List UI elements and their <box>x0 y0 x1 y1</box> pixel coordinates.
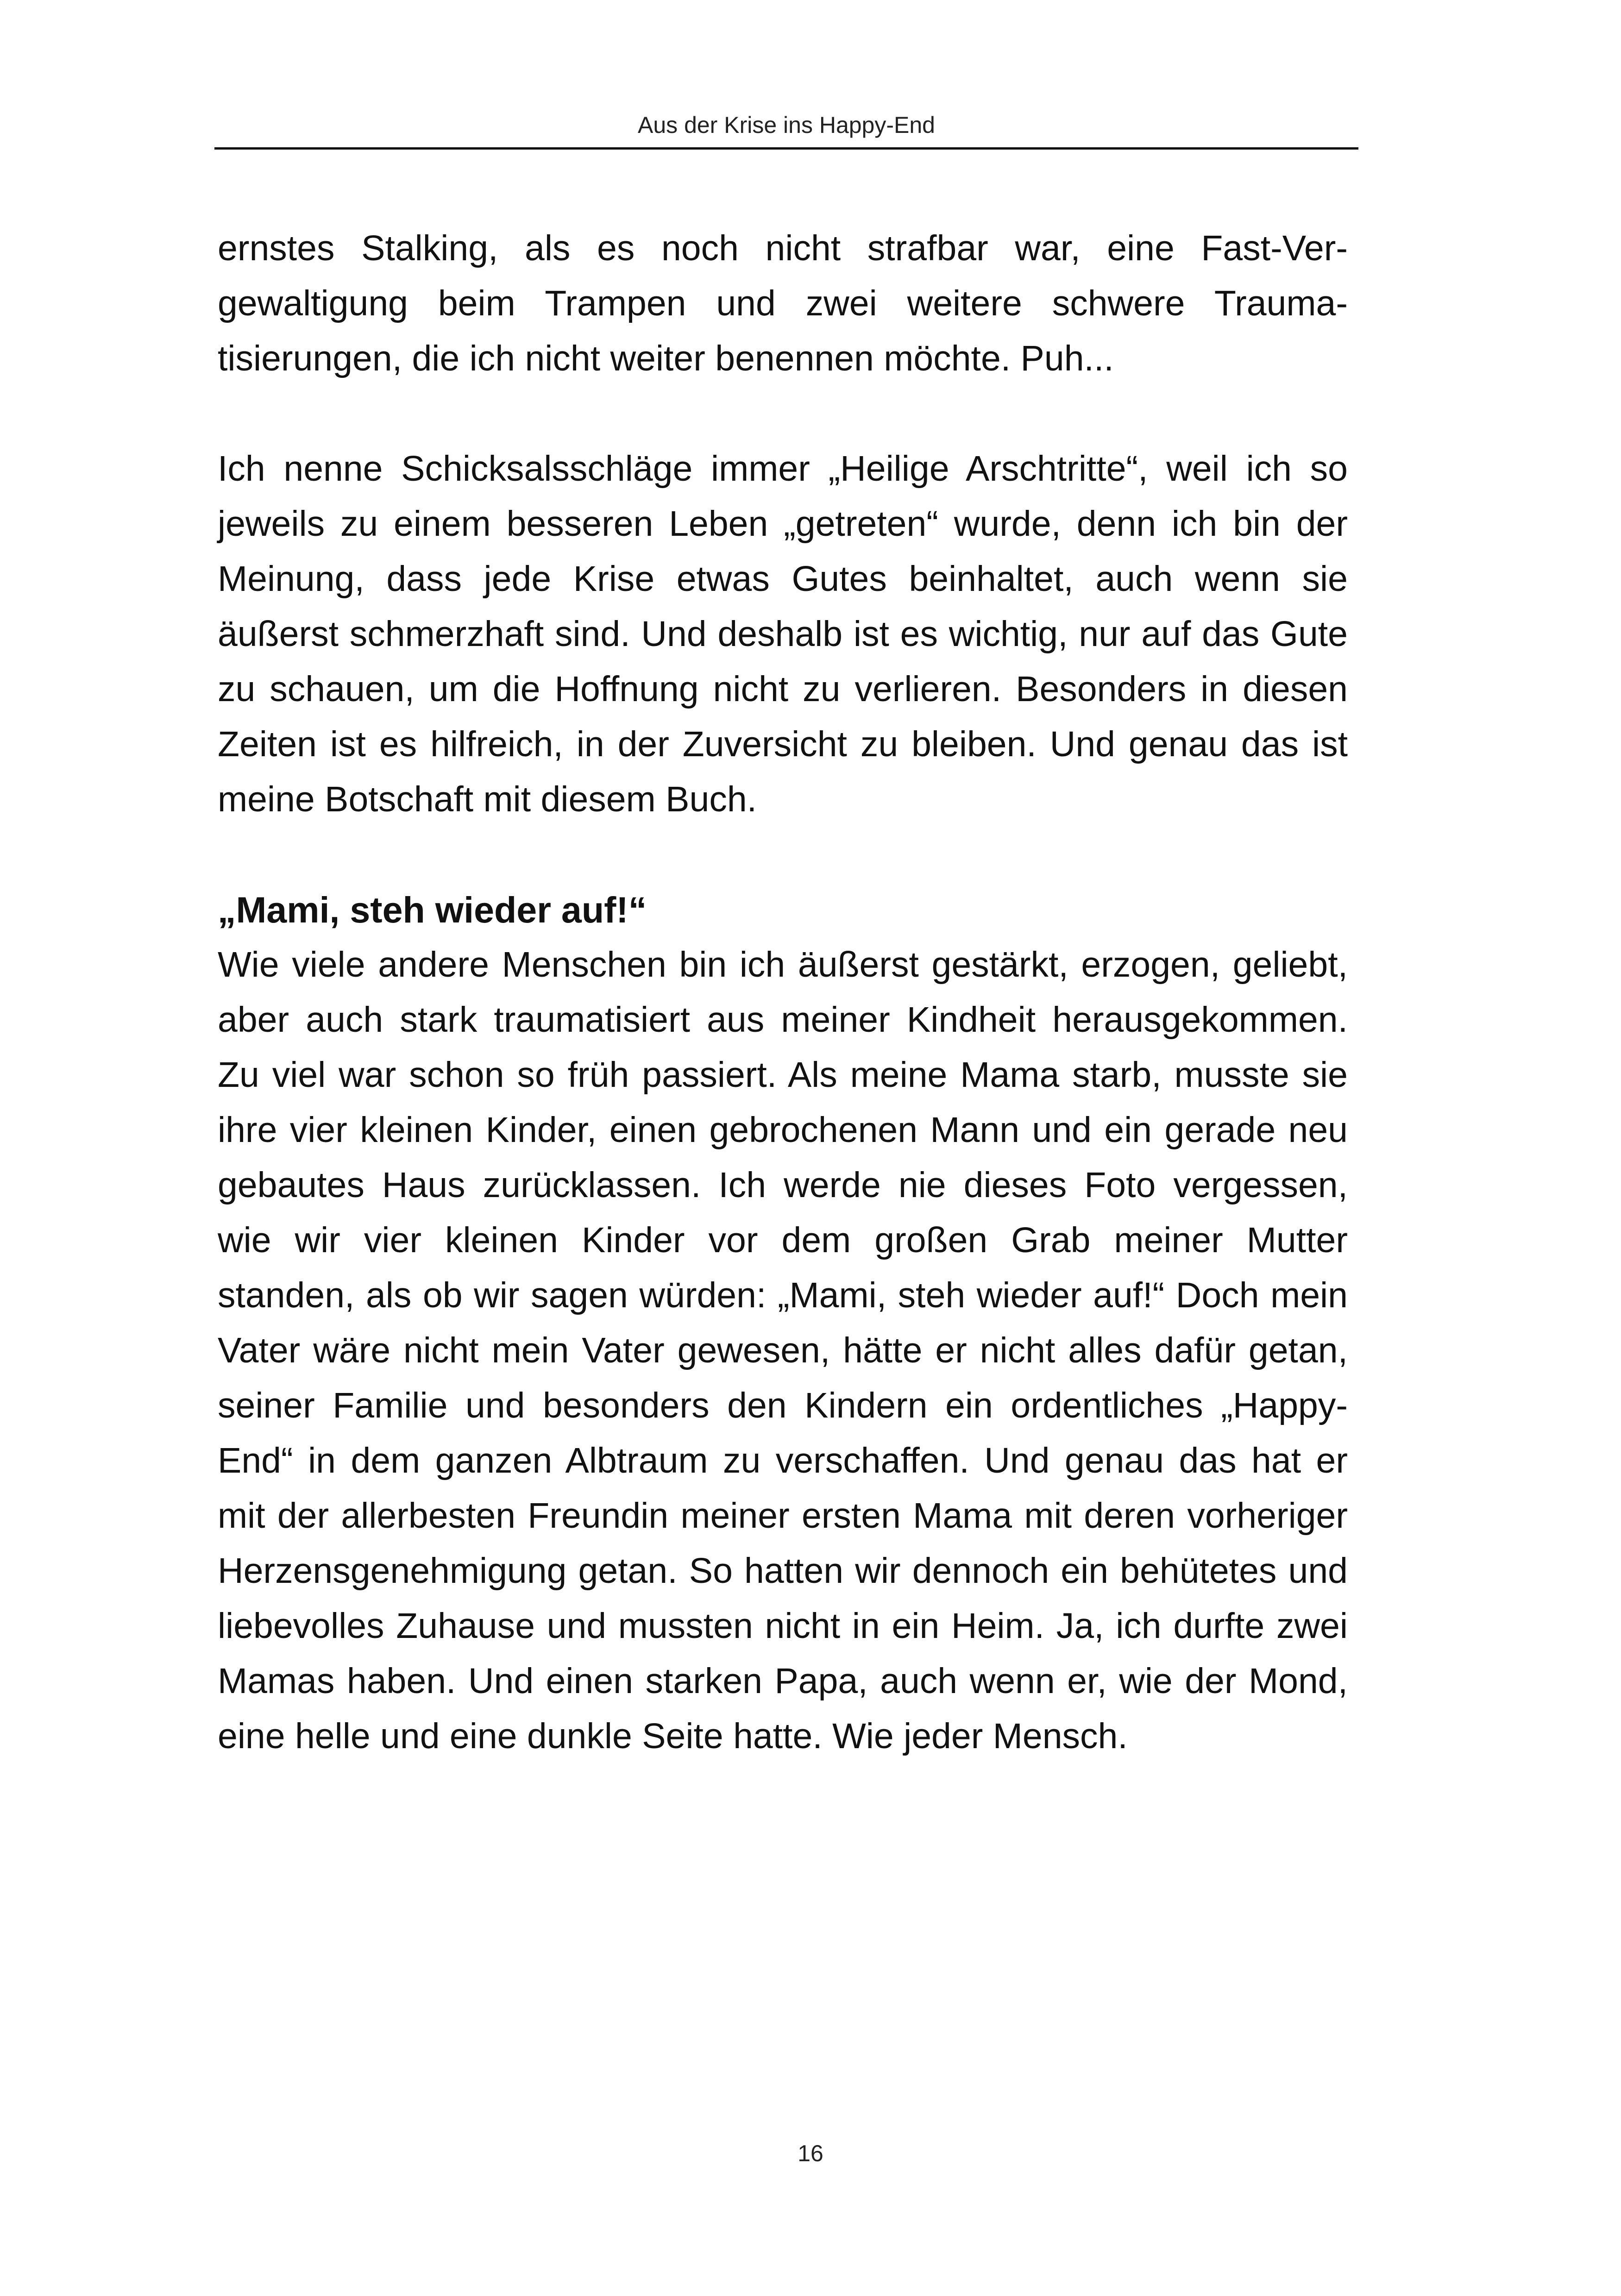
page-body <box>218 221 1348 1764</box>
paragraph-kindheit: Wie viele andere Menschen bin ich äußerst gestärkt, erzogen, geliebt, aber auch stark traumatisiert aus meiner Kindheit herausgekommen. Zu viel war schon so früh passiert. Als meine Mama starb, musste sie ihre vier kleinen Kinder, einen gebrochenen Mann und ein gerade neu gebautes Haus zurücklassen. Ich werde nie dieses Foto vergessen, wie wir vier kleinen Kinder vor dem großen Grab meiner Mutter standen, als ob wir sagen würden: „Mami, steh wieder auf!“ Doch mein Vater wäre nicht mein Vater gewesen, hätte er nicht alles dafür getan, seiner Familie und besonders den Kindern ein ordentliches „Happy-End“ in dem ganzen Albtraum zu verschaffen. Und genau das hat er mit der allerbesten Freundin meiner ersten Mama mit deren vorheriger Herzensgenehmigung getan. So hatten wir dennoch ein behütetes und liebevolles Zuhause und mussten nicht in ein Heim. Ja, ich durfte zwei Mamas haben. Und einen starken Papa, auch wenn er, wie der Mond, eine helle und eine dunkle Seite hatte. Wie jeder Mensch. <box>218 945 1348 1756</box>
paragraph-schicksalsschlaege: Ich nenne Schicksalsschläge immer „Heilige Arschtritte“, weil ich so jeweils zu einem besseren Leben „getreten“ wurde, denn ich bin der Meinung, dass jede Krise etwas Gutes beinhaltet, auch wenn sie äußerst schmerzhaft sind. Und deshalb ist es wichtig, nur auf das Gute zu schauen, um die Hoffnung nicht zu verlieren. Besonders in diesen Zeiten ist es hilfreich, in der Zuversicht zu bleiben. Und genau das ist meine Botschaft mit diesem Buch. <box>218 449 1348 819</box>
running-header: Aus der Krise ins Happy-End <box>638 112 935 138</box>
header-divider <box>214 147 1358 150</box>
section-heading: „Mami, steh wieder auf!“ <box>218 889 647 930</box>
paragraph-spacer <box>218 827 1348 882</box>
page-number: 16 <box>798 2140 823 2166</box>
paragraph-spacer <box>218 386 1348 441</box>
paragraph-stalking: ernstes Stalking, als es noch nicht strafbar war, eine Fast-Vergewaltigung beim Trampen und zwei weitere schwere Traumatisierungen, die ich nicht weiter benennen möchte. Puh... <box>218 228 1348 378</box>
